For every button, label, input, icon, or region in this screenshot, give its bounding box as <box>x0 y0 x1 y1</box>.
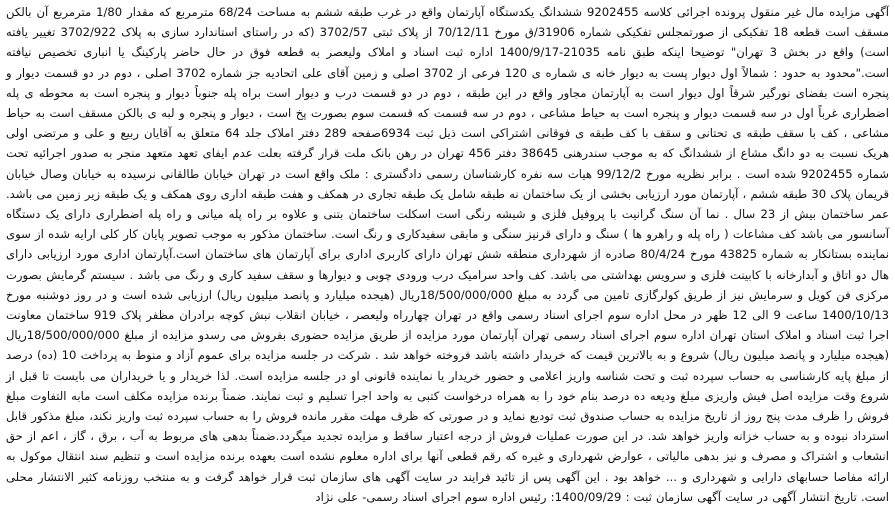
auction-notice-text: آگهی مزایده مال غیر منقول پرونده اجرائی کلاسه 9202455 ششدانگ یکدستگاه آپارتمان واقع در غرب طبقه ششم به مساحت 68/24 مترمربع که مقدار 1/80 مترمربع آن بالکن مسقف است قطعه 18 تفکیکی از صورتمجلس تفکیکی شماره 31906/ق مورخ 70/12/11 از پلاک ثبتی 3702/57 (که در راستای استاندارد سازی به پلاک 3702/922 تغییر یافته است) واقع در بخش 3 تهران" توضیحا اینکه طبق نامه 21035-1400/9/17 اداره ثبت اسناد و املاک ولیعصر به قطعه فوق در حال حاضر پارکینگ یا انباری تخصیص نیافته است."محدود به حدود : شمالاً اول دیوار پست به دیوار خانه ی شماره ی 120 فرعی از 3702 اصلی و زمین آقای علی اتحادیه جز شماره 3702 اصلی ، دوم در دو قسمت دیوار و پنجره است بفضای نورگیر شرقاً اول دیوار است به آپارتمان مجاور واقع در این طبقه ، دوم در دو قسمت درب و دیوار است براه پله جنوباً دیوار و پنجره است به محوطه ی پله اضطراری غرباً اول در سه قسمت دیوار و پنجره است به حیاط مشاعی ، دوم در سه قسمت که قسمت سوم بصورت پخ است ، دیوار و پنجره و لبه ی بالکن مسقف است به حیاط مشاعی ، کف با سقف طبقه ی تحتانی و سقف با کف طبقه ی فوقانی اشتراکی است ذیل ثبت 6934صفحه 289 دفتر املاک جلد 64 متعلق به آقایان ربیع و علی و مرتضی اولی هریک نسبت به دو دانگ مشاع از ششدانگ که به موجب سندرهنی 38645 دفتر 456 تهران در رهن بانک ملت قرار گرفته بعلت عدم ایفای تعهد متعهد منجر به صدور اجرائیه تحت شماره 9202455 شده است . برابر نظریه مورخ 99/12/2 هیات سه نفره کارشناسان رسمی دادگستری : ملک واقع است در تهران خیابان طالقانی نرسیده به خیابان وصال خیابان قریمان پلاک 30 طبقه ششم ، آپارتمان مورد ارزیابی بخشی از یک ساختمان نه طبقه شامل یک طبقه تجاری در همکف و هفت طبقه اداری روی همکف و یک طبقه زیر زمین می باشد. عمر ساختمان بیش از 23 سال . نما آن سنگ گرانیت با پروفیل فلزی و شیشه رنگی است اسکلت ساختمان بتنی و علاوه بر راه پله میانی و راه پله اضطراری دارای یک دستگاه آسانسور می باشد کف مشاعات ( راه پله و راهرو ها ) سنگ و دارای قرنیز سنگی و مابقی سفیدکاری و رنگ است. ساختمان مذکور به موجب تصویر پایان کار کلی ارایه شده از سوی نماینده بستانکار به شماره 43825 مورخ 80/4/24 صادره از شهرداری منطقه شش تهران دارای کاربری اداری برای آپارتمان های ساختمان است.آپارتمان اداری مورد ارزیابی دارای هال دو اتاق و آبدارخانه با کابینت فلزی و سرویس بهداشتی می باشد. کف واحد سرامیک درب ورودی چوبی و دیوارها و سقف سفید کاری و رنگ می باشد . سیستم گرمایش بصورت مرکزی فن کویل و سرمایش نیز از طریق کولرگازی تامین می گردد به مبلغ 18/500/000/000ریال (هیجده میلیارد و پانصد میلیون ریال) ارزیابی شده است و در روز دوشنبه مورخ 1400/10/13 ساعت 9 الی 12 ظهر در محل اداره سوم اجرای اسناد رسمی واقع در تهران چهارراه ولیعصر ، خیابان انقلاب نبش کوچه برادران مظفر پلاک 919 ساختمان معاونت اجرا ثبت اسناد و املاک استان تهران اداره سوم اجرای اسناد رسمی تهران آپارتمان مورد مزایده از طریق مزایده حضوری بفروش می رسدو مزایده از مبلغ 18/500/000/000ریال (هیجده میلیارد و پانصد میلیون ریال) شروع و به بالاترین قیمت که خریدار داشته باشد فروخته خواهد شد . شرکت در جلسه مزایده برای عموم آزاد و منوط به پرداخت 10 (ده) درصد از مبلغ پایه کارشناسی به حساب سپرده ثبت و تحت شناسه واریز اعلامی و حضور خریدار یا نماینده قانونی او در جلسه مزایده است. لذا خریدار و یا خریداران می بایست تا قبل از شروع وقت مزایده اصل فیش واریزی مبلغ ودیعه ده درصد بنام خود را به همراه درخواست کتبی به واحد اجرا تسلیم و ثبت نمایند. ضمناً برنده مزایده مکلف است مابه التفاوت مبلغ فروش را ظرف مدت پنج روز از تاریخ مزایده به حساب صندوق ثبت تودیع نماید و در صورتی که ظرف مهلت مقرر مانده فروش را به حساب سپرده ثبت واریز نکند، مبلغ مذکور قابل استرداد نبوده و به حساب خزانه واریز خواهد شد. در این صورت عملیات فروش از درجه اعتبار ساقط و مزایده تجدید میگردد.ضمناً بدهی های مربوط به آب ، برق ، گاز ، اعم از حق انشعاب و اشتراک و مصرف و نیز بدهی مالیاتی ، عوارض شهرداری و غیره که رقم قطعی آنها برای اداره معلوم نشده است بعهده برنده مزایده است و تنظیم سند انتقال موکول به ارائه مفاصا حسابهای دارایی و شهرداری و ... خواهد بود . این آگهی پس از تائید فرایند در سایت آگهی های سازمان ثبت قرار خواهد گرفت و به منتخب روزنامه کثیر الانتشار محلی است. تاریخ انتشار آگهی در سایت آگهی سازمان ثبت : 1400/09/29: رئیس اداره سوم اجرای اسناد رسمی- علی نژاد <box>6 5 890 504</box>
